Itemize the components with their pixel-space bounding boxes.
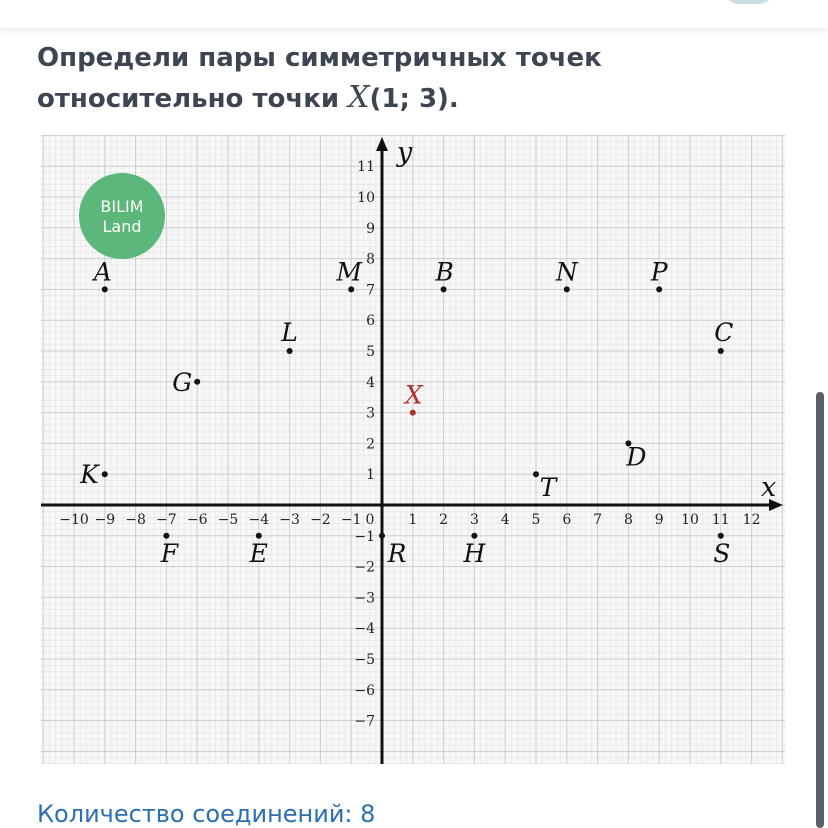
- point-label-f: F: [160, 538, 179, 568]
- point-label-l: L: [281, 318, 298, 347]
- point-label-n: N: [555, 257, 578, 287]
- logo-circle: [79, 173, 165, 259]
- y-tick-label: −7: [354, 713, 375, 730]
- y-axis-arrow: [376, 137, 388, 151]
- top-bar: [0, 0, 828, 28]
- tick-labels: [59, 159, 760, 729]
- x-tick-label: 3: [469, 512, 479, 528]
- x-axis-label: x: [761, 472, 777, 503]
- y-tick-label: 6: [366, 313, 375, 330]
- point-label-x: X: [404, 380, 423, 410]
- y-tick-label: 4: [366, 374, 375, 391]
- x-tick-label: −3: [279, 512, 300, 528]
- logo-text-line2: Land: [102, 217, 142, 236]
- question-line-1: Определи пары симметричных точек: [37, 43, 602, 73]
- y-tick-label: 8: [366, 251, 375, 268]
- x-tick-label: −1: [340, 512, 362, 528]
- point-label-s: S: [713, 538, 731, 568]
- point-l: [287, 348, 293, 354]
- x-tick-label: 12: [742, 512, 761, 528]
- x-tick-label: 4: [500, 512, 510, 528]
- point-label-t: T: [539, 473, 557, 503]
- point-a: [102, 286, 108, 292]
- question-center-coords: (1; 3).: [369, 84, 459, 114]
- question-line-2-prefix: относительно точки: [37, 84, 349, 114]
- y-tick-label: 7: [366, 282, 375, 299]
- point-x: [410, 410, 416, 416]
- question-center-name: X: [348, 80, 370, 115]
- x-tick-label: 8: [623, 512, 633, 528]
- x-tick-label: −5: [217, 512, 239, 528]
- y-tick-label: 5: [366, 344, 375, 360]
- point-c: [718, 348, 724, 354]
- question-text: [37, 38, 797, 119]
- coordinate-plane: [41, 135, 785, 764]
- point-n: [564, 286, 570, 292]
- point-label-p: P: [650, 257, 668, 287]
- y-tick-label: 11: [357, 159, 375, 176]
- x-tick-label: 5: [531, 512, 541, 528]
- y-tick-label: −3: [354, 590, 375, 607]
- y-tick-label: 1: [366, 467, 375, 484]
- point-label-e: E: [249, 538, 268, 568]
- point-label-r: R: [387, 538, 407, 568]
- x-tick-label: −2: [310, 512, 331, 528]
- point-label-g: G: [172, 367, 193, 397]
- y-tick-label: −2: [354, 559, 375, 576]
- point-label-d: D: [626, 442, 647, 472]
- bilimland-logo: [79, 173, 165, 259]
- logo-text-line1: BILIM: [100, 197, 144, 216]
- y-tick-label: 3: [366, 405, 375, 422]
- y-tick-label: −6: [354, 682, 375, 699]
- x-tick-label: −7: [156, 512, 177, 528]
- point-t: [533, 471, 539, 477]
- point-label-m: M: [336, 257, 363, 287]
- x-tick-label: −9: [94, 512, 116, 528]
- y-tick-label: −4: [354, 621, 375, 638]
- point-r: [379, 533, 385, 539]
- question-line-2: [37, 78, 797, 119]
- point-b: [441, 286, 447, 292]
- y-axis-label: y: [397, 137, 413, 168]
- y-tick-label: 2: [366, 436, 375, 453]
- x-tick-label: 11: [711, 512, 730, 528]
- x-tick-label: 7: [593, 512, 603, 528]
- x-tick-label: 9: [654, 512, 664, 528]
- point-label-h: H: [463, 538, 486, 568]
- point-label-c: C: [714, 318, 734, 347]
- point-k: [102, 471, 108, 477]
- x-tick-label: 1: [408, 512, 418, 528]
- x-tick-label: 10: [681, 512, 699, 528]
- x-tick-label: 6: [562, 512, 572, 528]
- x-tick-label: −6: [186, 512, 208, 528]
- point-label-b: B: [435, 257, 454, 287]
- point-label-k: K: [80, 460, 99, 490]
- scrollbar[interactable]: [816, 392, 824, 828]
- y-tick-label: −5: [354, 652, 375, 668]
- y-tick-label: 9: [366, 220, 375, 237]
- point-g: [194, 379, 200, 385]
- point-label-a: A: [93, 257, 112, 287]
- x-tick-label: 0: [365, 512, 375, 528]
- y-tick-label: 10: [357, 190, 375, 206]
- point-m: [348, 286, 354, 292]
- coordinate-plane-svg: [41, 135, 785, 764]
- y-tick-label: −1: [354, 528, 375, 545]
- x-tick-label: 2: [439, 512, 449, 528]
- x-tick-label: −4: [248, 512, 270, 528]
- x-tick-label: −10: [59, 512, 89, 528]
- point-p: [656, 286, 662, 292]
- x-tick-label: −8: [125, 512, 146, 528]
- connections-count: Количество соединений: 8: [37, 800, 376, 828]
